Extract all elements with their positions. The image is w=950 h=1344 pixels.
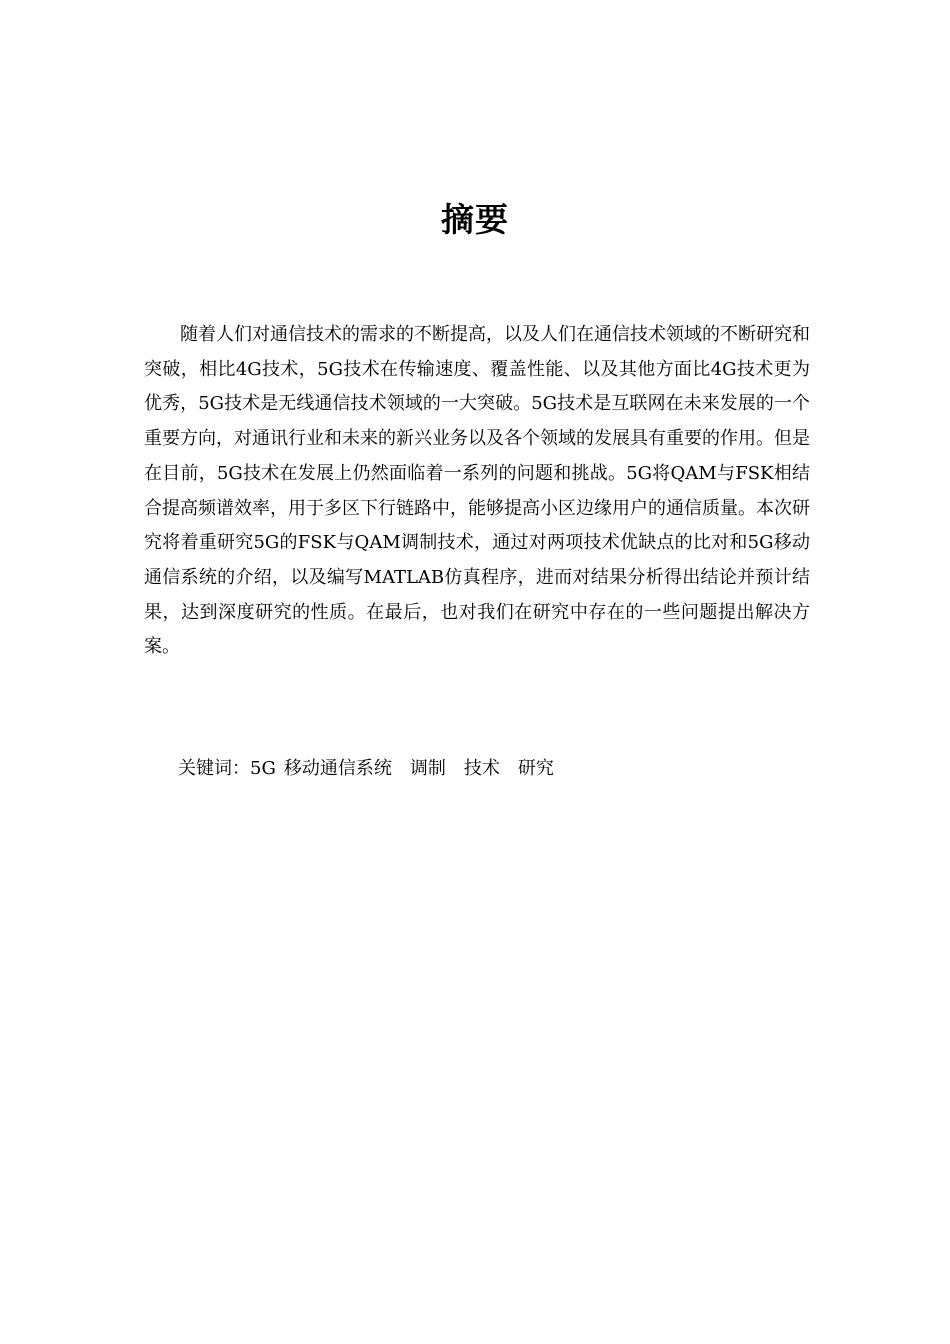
keywords-label: 关键词： bbox=[178, 758, 250, 779]
keyword-item: 技术 bbox=[463, 758, 500, 779]
keywords-line bbox=[178, 754, 572, 784]
abstract-paragraph: 随着人们对通信技术的需求的不断提高，以及人们在通信技术领域的不断研究和突破，相比4G技术，5G技术在传输速度、覆盖性能、以及其他方面比4G技术更为优秀，5G技术是无线通信技术领域的一大突破。5G技术是互联网在未来发展的一个重要方向，对通讯行业和未来的新兴业务以及各个领域的发展具有重要的作用。但是在目前，5G技术在发展上仍然面临着一系列的问题和挑战。5G将QAM与FSK相结合提高频谱效率，用于多区下行链路中，能够提高小区边缘用户的通信质量。本次研究将着重研究5G的FSK与QAM调制技术，通过对两项技术优缺点的比对和5G移动通信系统的介绍，以及编写MATLAB仿真程序，进而对结果分析得出结论并预计结果，达到深度研究的性质。在最后，也对我们在研究中存在的一些问题提出解决方案。 bbox=[144, 324, 810, 658]
keyword-item: 调制 bbox=[409, 758, 446, 779]
keyword-item: 研究 bbox=[517, 758, 554, 779]
keyword-item: 移动通信系统 bbox=[283, 758, 392, 779]
page-title: 摘要 bbox=[441, 200, 509, 239]
keyword-item: 5G bbox=[250, 758, 276, 779]
